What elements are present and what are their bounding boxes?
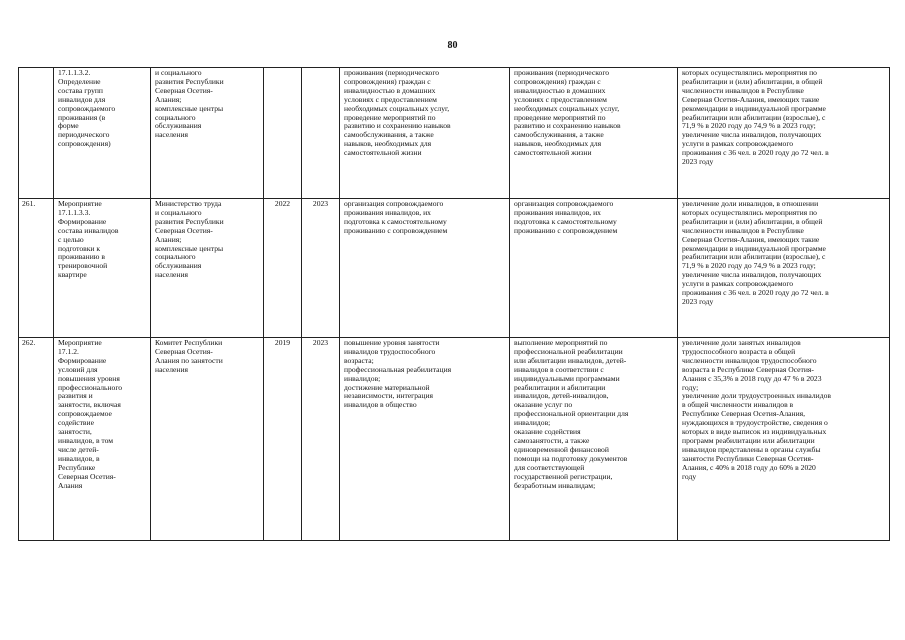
event-cell-line: Республике: [58, 462, 96, 472]
direct-result-cell-line: проведение мероприятий по: [344, 112, 436, 122]
direct-result-cell-line: подготовка к самостоятельному: [344, 216, 447, 226]
indicators-cell-line: Северная Осетия-Алания, имеющих такие: [682, 94, 820, 104]
event-cell-line: сопровождения): [58, 139, 111, 149]
indicators-cell: [678, 199, 890, 338]
final-result-cell-line: помощи на подготовку документов: [514, 453, 628, 463]
final-result-cell-line: самообслуживания, а также: [514, 130, 604, 140]
executor-cell-line: комплексные центры: [155, 243, 224, 253]
row-number: [19, 68, 54, 199]
page-number: 80: [447, 40, 458, 51]
executor-cell: [151, 338, 264, 541]
event-cell-line: подготовки к: [58, 243, 101, 253]
final-result-cell-line: выполнение мероприятий по: [514, 338, 608, 347]
measures-table: [18, 67, 890, 541]
event-cell-line: Мероприятие: [58, 338, 102, 347]
indicators-cell-line: увеличение числа инвалидов, получающих: [682, 130, 822, 140]
final-result-cell-line: условиях с предоставлением: [514, 94, 607, 104]
final-result-cell-line: навыков, необходимых для: [514, 139, 602, 149]
indicators-cell-line: трудоспособного возраста в общей: [682, 346, 796, 356]
executor-cell-line: и социального: [155, 207, 202, 217]
final-result-cell-line: или абилитации инвалидов, детей-: [514, 355, 627, 365]
direct-result-cell-line: инвалидов трудоспособного: [344, 346, 436, 356]
final-result-cell-line: инвалидностью в домашних: [514, 85, 606, 95]
event-cell-line: форме: [58, 121, 79, 131]
direct-result-cell-line: проживания инвалидов, их: [344, 207, 431, 217]
final-result-cell-line: для соответствующей: [514, 462, 585, 472]
executor-cell-line: населения: [155, 270, 189, 280]
indicators-cell-line: Северная Осетия-Алания, имеющих такие: [682, 234, 820, 244]
direct-result-cell-line: развитию и сохранению навыков: [344, 121, 451, 131]
indicators-cell-line: 2023 году: [682, 157, 714, 167]
direct-result-cell: [340, 199, 510, 338]
event-cell-line: занятости, включая: [58, 400, 121, 410]
direct-result-cell-line: возраста;: [344, 355, 374, 365]
final-result-cell-line: профессиональной реабилитации: [514, 346, 623, 356]
indicators-cell-line: Алания с 35,3% в 2018 году до 47 % в 2023: [682, 373, 822, 383]
direct-result-cell-line: инвалидов в общество: [344, 400, 417, 410]
executor-cell-line: Северная Осетия-: [155, 346, 213, 356]
indicators-cell-line: возраста в Республике Северная Осетия-: [682, 364, 814, 374]
event-cell-line: содействие: [58, 418, 94, 428]
indicators-cell-line: реабилитации или абилитации (взрослые), с: [682, 112, 826, 122]
event-cell-line: числе детей-: [58, 444, 99, 454]
executor-cell-line: Министерство труда: [155, 199, 222, 208]
indicators-cell-line: проживания с 36 чел. в 2020 году до 72 чел. в: [682, 288, 829, 298]
table-row: [19, 68, 890, 199]
event-cell-line: Алания: [58, 480, 83, 490]
direct-result-cell-line: сопровождения) граждан с: [344, 76, 431, 86]
executor-cell-line: обслуживания: [155, 261, 202, 271]
indicators-cell-line: численности инвалидов в Республике: [682, 85, 804, 95]
event-cell-line: периодического: [58, 130, 110, 140]
indicators-cell-line: реабилитации и (или) абилитации, в общей: [682, 216, 823, 226]
executor-cell: [151, 199, 264, 338]
event-cell-line: проживания (в: [58, 112, 106, 122]
indicators-cell-line: рекомендации в индивидуальной программе: [682, 103, 826, 113]
executor-cell-line: Алания по занятости: [155, 355, 223, 365]
event-cell-line: Формирование: [58, 216, 107, 226]
executor-cell-line: Алания;: [155, 234, 182, 244]
final-result-cell-line: индивидуальными программами: [514, 373, 620, 383]
indicators-cell-line: нуждающихся в трудоустройстве, сведения о: [682, 418, 828, 428]
event-cell-line: развития и: [58, 391, 93, 401]
indicators-cell-line: увеличение доли занятых инвалидов: [682, 338, 801, 347]
direct-result-cell-line: независимости, интеграция: [344, 391, 434, 401]
event-cell-line: сопровождаемого: [58, 103, 116, 113]
executor-cell-line: и социального: [155, 68, 202, 77]
executor-cell-line: Алания;: [155, 94, 182, 104]
executor-cell: [151, 68, 264, 199]
event-cell-line: квартире: [58, 270, 87, 280]
indicators-cell-line: увеличение числа инвалидов, получающих: [682, 270, 822, 280]
indicators-cell-line: 71,9 % в 2020 году до 74,9 % в 2023 году;: [682, 261, 816, 271]
indicators-cell-line: году;: [682, 382, 699, 392]
final-result-cell-line: безработным инвалидам;: [514, 480, 596, 490]
event-cell-line: Северная Осетия-: [58, 471, 116, 481]
final-result-cell-line: государственной регистрации,: [514, 471, 613, 481]
event-cell-line: инвалидов, в том: [58, 435, 114, 445]
indicators-cell-line: которых осуществлялись мероприятия по: [682, 68, 817, 77]
final-result-cell-line: реабилитации и абилитации: [514, 382, 606, 392]
event-cell-line: инвалидов, в: [58, 453, 100, 463]
indicators-cell-line: занятости Республики Северная Осетия-: [682, 453, 814, 463]
direct-result-cell-line: профессиональная реабилитация: [344, 364, 452, 374]
indicators-cell: [678, 68, 890, 199]
event-cell: [54, 199, 151, 338]
executor-cell-line: развития Республики: [155, 216, 224, 226]
direct-result-cell-line: самообслуживания, а также: [344, 130, 434, 140]
final-result-cell-line: оказание услуг по: [514, 400, 573, 410]
event-cell-line: повышения уровня: [58, 373, 120, 383]
direct-result-cell-line: инвалидов;: [344, 373, 381, 383]
indicators-cell-line: 2023 году: [682, 296, 714, 306]
event-cell-line: сопровождаемое: [58, 409, 112, 419]
final-result-cell-line: инвалидов в соответствии с: [514, 364, 604, 374]
final-result-cell-line: сопровождения) граждан с: [514, 76, 601, 86]
indicators-cell-line: которых осуществлялись мероприятия по: [682, 207, 817, 217]
final-result-cell-line: подготовка к самостоятельному: [514, 216, 617, 226]
start-year: 2022: [264, 199, 302, 338]
executor-cell-line: населения: [155, 364, 189, 374]
final-result-cell-line: инвалидов, детей-инвалидов,: [514, 391, 609, 401]
start-year: 2019: [264, 338, 302, 541]
direct-result-cell-line: проживания (периодического: [344, 68, 440, 77]
indicators-cell-line: инвалидов представлены в органы службы: [682, 444, 821, 454]
event-cell-line: состава групп: [58, 85, 103, 95]
event-cell-line: 17.1.1.3.2.: [58, 68, 91, 77]
direct-result-cell-line: инвалидностью в домашних: [344, 85, 436, 95]
indicators-cell-line: услуги в рамках сопровождаемого: [682, 279, 794, 289]
executor-cell-line: социального: [155, 112, 196, 122]
indicators-cell-line: которых в виде выписок из индивидуальных: [682, 427, 827, 437]
indicators-cell-line: Республике Северная Осетия-Алания,: [682, 409, 806, 419]
event-cell: [54, 338, 151, 541]
event-cell: [54, 68, 151, 199]
event-cell-line: профессионального: [58, 382, 123, 392]
event-cell-line: 17.1.1.3.3.: [58, 207, 91, 217]
executor-cell-line: развития Республики: [155, 76, 224, 86]
direct-result-cell-line: организация сопровождаемого: [344, 199, 444, 208]
indicators-cell-line: рекомендации в индивидуальной программе: [682, 243, 826, 253]
direct-result-cell-line: повышение уровня занятости: [344, 338, 440, 347]
executor-cell-line: комплексные центры: [155, 103, 224, 113]
direct-result-cell-line: навыков, необходимых для: [344, 139, 432, 149]
direct-result-cell-line: самостоятельной жизни: [344, 148, 422, 158]
executor-cell-line: социального: [155, 252, 196, 262]
final-result-cell-line: организация сопровождаемого: [514, 199, 614, 208]
final-result-cell-line: самостоятельной жизни: [514, 148, 592, 158]
indicators-cell-line: реабилитации и (или) абилитации, в общей: [682, 76, 823, 86]
row-number: 262.: [19, 338, 54, 541]
final-result-cell: [510, 68, 678, 199]
final-result-cell-line: профессиональной ориентации для: [514, 409, 629, 419]
event-cell-line: 17.1.2.: [58, 346, 79, 356]
final-result-cell-line: оказание содействия: [514, 427, 581, 437]
final-result-cell: [510, 338, 678, 541]
event-cell-line: Определение: [58, 76, 101, 86]
final-result-cell-line: самозанятости, а также: [514, 435, 590, 445]
executor-cell-line: Северная Осетия-: [155, 225, 213, 235]
executor-cell-line: Северная Осетия-: [155, 85, 213, 95]
table-body: [19, 68, 890, 541]
indicators-cell-line: увеличение доли инвалидов, в отношении: [682, 199, 819, 208]
indicators-cell-line: услуги в рамках сопровождаемого: [682, 139, 794, 149]
indicators-cell-line: 71,9 % в 2020 году до 74,9 % в 2023 году;: [682, 121, 816, 131]
final-result-cell-line: необходимых социальных услуг,: [514, 103, 620, 113]
end-year: [302, 68, 340, 199]
final-result-cell-line: инвалидов;: [514, 418, 551, 428]
indicators-cell-line: увеличение доли трудоустроенных инвалидов: [682, 391, 831, 401]
event-cell-line: Мероприятие: [58, 199, 102, 208]
indicators-cell-line: Алания, с 40% в 2018 году до 60% в 2020: [682, 462, 816, 472]
indicators-cell-line: проживания с 36 чел. в 2020 году до 72 чел. в: [682, 148, 829, 158]
final-result-cell-line: проживания инвалидов, их: [514, 207, 601, 217]
indicators-cell-line: численности инвалидов трудоспособного: [682, 355, 817, 365]
event-cell-line: проживанию в: [58, 252, 105, 262]
direct-result-cell-line: проживанию с сопровождением: [344, 225, 448, 235]
direct-result-cell: [340, 68, 510, 199]
end-year: 2023: [302, 338, 340, 541]
indicators-cell: [678, 338, 890, 541]
start-year: [264, 68, 302, 199]
final-result-cell-line: единовременной финансовой: [514, 444, 609, 454]
executor-cell-line: обслуживания: [155, 121, 202, 131]
direct-result-cell: [340, 338, 510, 541]
table-row: [19, 199, 890, 338]
direct-result-cell-line: необходимых социальных услуг,: [344, 103, 450, 113]
final-result-cell-line: проведение мероприятий по: [514, 112, 606, 122]
indicators-cell-line: реабилитации или абилитации (взрослые), с: [682, 252, 826, 262]
end-year: 2023: [302, 199, 340, 338]
event-cell-line: инвалидов для: [58, 94, 106, 104]
table-row: [19, 338, 890, 541]
direct-result-cell-line: условиях с предоставлением: [344, 94, 437, 104]
indicators-cell-line: в общей численности инвалидов в: [682, 400, 794, 410]
event-cell-line: с целью: [58, 234, 84, 244]
direct-result-cell-line: достижение материальной: [344, 382, 430, 392]
event-cell-line: занятости,: [58, 427, 92, 437]
event-cell-line: состава инвалидов: [58, 225, 119, 235]
final-result-cell-line: проживанию с сопровождением: [514, 225, 618, 235]
row-number: 261.: [19, 199, 54, 338]
event-cell-line: тренировочной: [58, 261, 108, 271]
indicators-cell-line: году: [682, 471, 697, 481]
final-result-cell-line: проживания (периодического: [514, 68, 610, 77]
indicators-cell-line: программ реабилитации или абилитации: [682, 435, 815, 445]
executor-cell-line: Комитет Республики: [155, 338, 223, 347]
final-result-cell-line: развитию и сохранению навыков: [514, 121, 621, 131]
event-cell-line: условий для: [58, 364, 98, 374]
final-result-cell: [510, 199, 678, 338]
event-cell-line: Формирование: [58, 355, 107, 365]
executor-cell-line: населения: [155, 130, 189, 140]
indicators-cell-line: численности инвалидов в Республике: [682, 225, 804, 235]
